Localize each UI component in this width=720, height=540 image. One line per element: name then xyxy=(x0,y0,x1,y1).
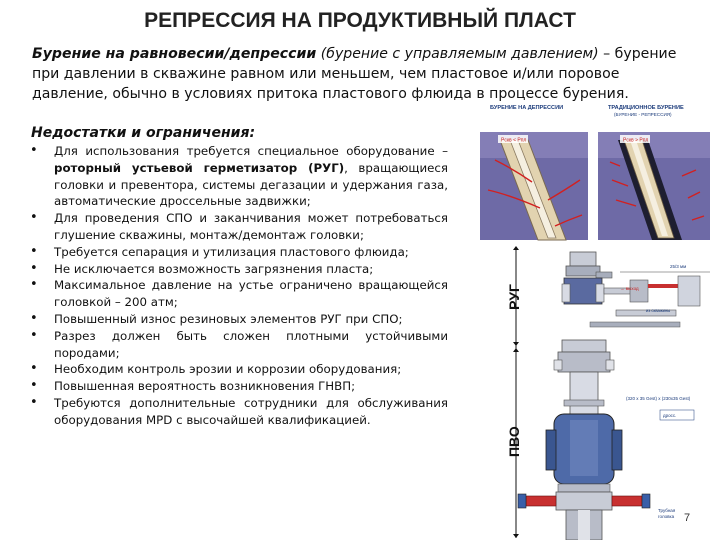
equipment-figure xyxy=(470,100,720,540)
svg-text:Pскв > Рпл: Pскв > Рпл xyxy=(623,137,649,144)
intro-lead: Бурение на равновесии/депрессии xyxy=(32,46,317,62)
label-conventional-sub: (БУРЕНИЕ - РЕПРЕССИЯ) xyxy=(614,112,672,117)
intro-paragraph xyxy=(32,44,684,104)
conventional-panel xyxy=(598,132,710,240)
intro-rest: – бурение при давлении в скважине равном или меньшем, чем пластовое и/или поровое давление, обычно в условиях притока пластового флюида в процессе бурения. xyxy=(32,46,677,102)
svg-text:→ выход: → выход xyxy=(620,286,639,291)
svg-text:Трубная: Трубная xyxy=(658,508,676,513)
limitation-item: • Необходим контроль эрозии и коррозии оборудования; xyxy=(30,361,448,378)
rug-assembly xyxy=(562,252,710,327)
well-diagram xyxy=(470,100,720,540)
limitation-item: • Разрез должен быть сложен плотными устойчивыми породами; xyxy=(30,328,448,362)
limitation-item: • Требуется сепарация и утилизация пластового флюида; xyxy=(30,244,448,261)
label-underbalanced: БУРЕНИЕ НА ДЕПРЕССИИ xyxy=(490,105,564,111)
limitation-item: • Для использования требуется специальное оборудование – роторный устьевой герметизатор (РУГ), вращающиеся головки и превентора, системы дегазации и удержания газа, автоматические дроссельные задвижки; xyxy=(30,143,448,210)
label-conventional: ТРАДИЦИОННОЕ БУРЕНИЕ xyxy=(608,105,684,111)
limitation-item: • Повышенная вероятность возникновения ГНВП; xyxy=(30,378,448,395)
limitations-list xyxy=(30,143,448,429)
page-number: 7 xyxy=(684,512,691,524)
svg-text:головка: головка xyxy=(658,514,675,519)
svg-text:(320 х 35 Gest) х (230х35 Gest: (320 х 35 Gest) х (230х35 Gest) xyxy=(626,396,691,401)
limitation-item: • Максимальное давление на устье ограничено вращающейся головкой – 200 атм; xyxy=(30,277,448,311)
limitation-item: • Требуются дополнительные сотрудники для обслуживания оборудования MPD с высочайшей квалификацией. xyxy=(30,395,448,429)
svg-text:из скважины: из скважины xyxy=(646,308,671,313)
limitation-item: • Не исключается возможность загрязнения пласта; xyxy=(30,261,448,278)
svg-text:Pскв < Рпл: Pскв < Рпл xyxy=(501,137,527,144)
pvo-stack xyxy=(518,340,694,540)
svg-text:дросс.: дросс. xyxy=(663,413,677,418)
limitations-heading: Недостатки и ограничения: xyxy=(31,125,256,141)
limitation-item: • Для проведения СПО и заканчивания может потребоваться глушение скважины, монтаж/демонтаж головки; xyxy=(30,210,448,244)
pvo-label: ПВО xyxy=(506,426,522,457)
page-title: РЕПРЕССИЯ НА ПРОДУКТИВНЫЙ ПЛАСТ xyxy=(144,9,576,32)
intro-paren: (бурение с управляемым давлением) xyxy=(320,46,599,62)
rug-label: РУГ xyxy=(506,284,522,310)
underbalanced-panel xyxy=(480,132,588,240)
limitation-item: • Повышенный износ резиновых элементов РУГ при СПО; xyxy=(30,311,448,328)
svg-text:25/3 мм: 25/3 мм xyxy=(670,264,687,269)
